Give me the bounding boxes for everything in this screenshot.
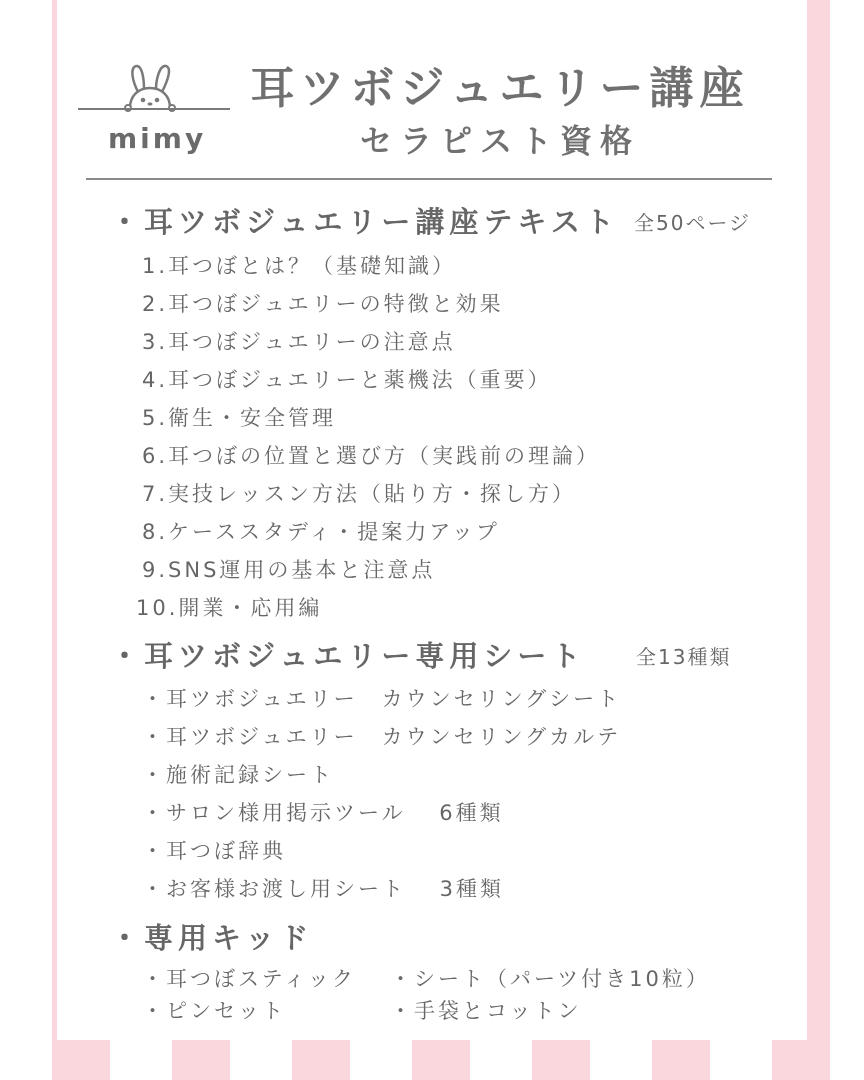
section-note-pages: 全50ページ: [634, 211, 752, 235]
list-item: ・耳つぼ辞典: [142, 839, 286, 863]
list-item: ・耳つぼスティック: [142, 967, 356, 991]
list-item: 6.耳つぼの位置と選び方（実践前の理論）: [142, 444, 601, 468]
list-item: ・お客様お渡し用シート 3種類: [142, 877, 505, 901]
list-item: ・サロン様用掲示ツール 6種類: [142, 801, 504, 825]
list-item: 5.衛生・安全管理: [142, 406, 337, 430]
list-item: ・耳ツボジュエリー カウンセリングカルテ: [142, 725, 622, 749]
list-item: ・耳ツボジュエリー カウンセリングシート: [142, 687, 622, 711]
list-item: 8.ケーススタディ・提案力アップ: [142, 520, 500, 544]
list-item: 2.耳つぼジュエリーの特徴と効果: [142, 292, 504, 316]
section-title-sheets: ・耳ツボジュエリー専用シート: [110, 639, 586, 673]
list-item: 7.実技レッスン方法（貼り方・探し方）: [142, 482, 576, 506]
list-item: 1.耳つぼとは？（基礎知識）: [142, 254, 457, 278]
section-note-count: 全13種類: [636, 645, 732, 669]
list-item: ・手袋とコットン: [390, 999, 582, 1023]
brand-logo-text: mimy: [108, 122, 207, 155]
header-divider: [86, 178, 772, 180]
list-item: 3.耳つぼジュエリーの注意点: [142, 330, 456, 354]
list-item: ・ピンセット: [142, 999, 286, 1023]
section-title-kit: ・専用キッド: [110, 921, 314, 955]
list-item: 4.耳つぼジュエリーと薬機法（重要）: [142, 368, 552, 392]
section-title-text: ・耳ツボジュエリー講座テキスト: [110, 205, 619, 239]
logo-underline: [78, 108, 230, 110]
page-subtitle: セラピスト資格: [359, 122, 640, 160]
list-item: ・シート（パーツ付き10粒）: [390, 967, 710, 991]
list-item: ・施術記録シート: [142, 763, 334, 787]
list-item: 10.開業・応用編: [136, 596, 323, 620]
page-title: 耳ツボジュエリー講座: [250, 63, 750, 114]
list-item: 9.SNS運用の基本と注意点: [142, 558, 436, 582]
bunny-icon: [118, 62, 184, 112]
